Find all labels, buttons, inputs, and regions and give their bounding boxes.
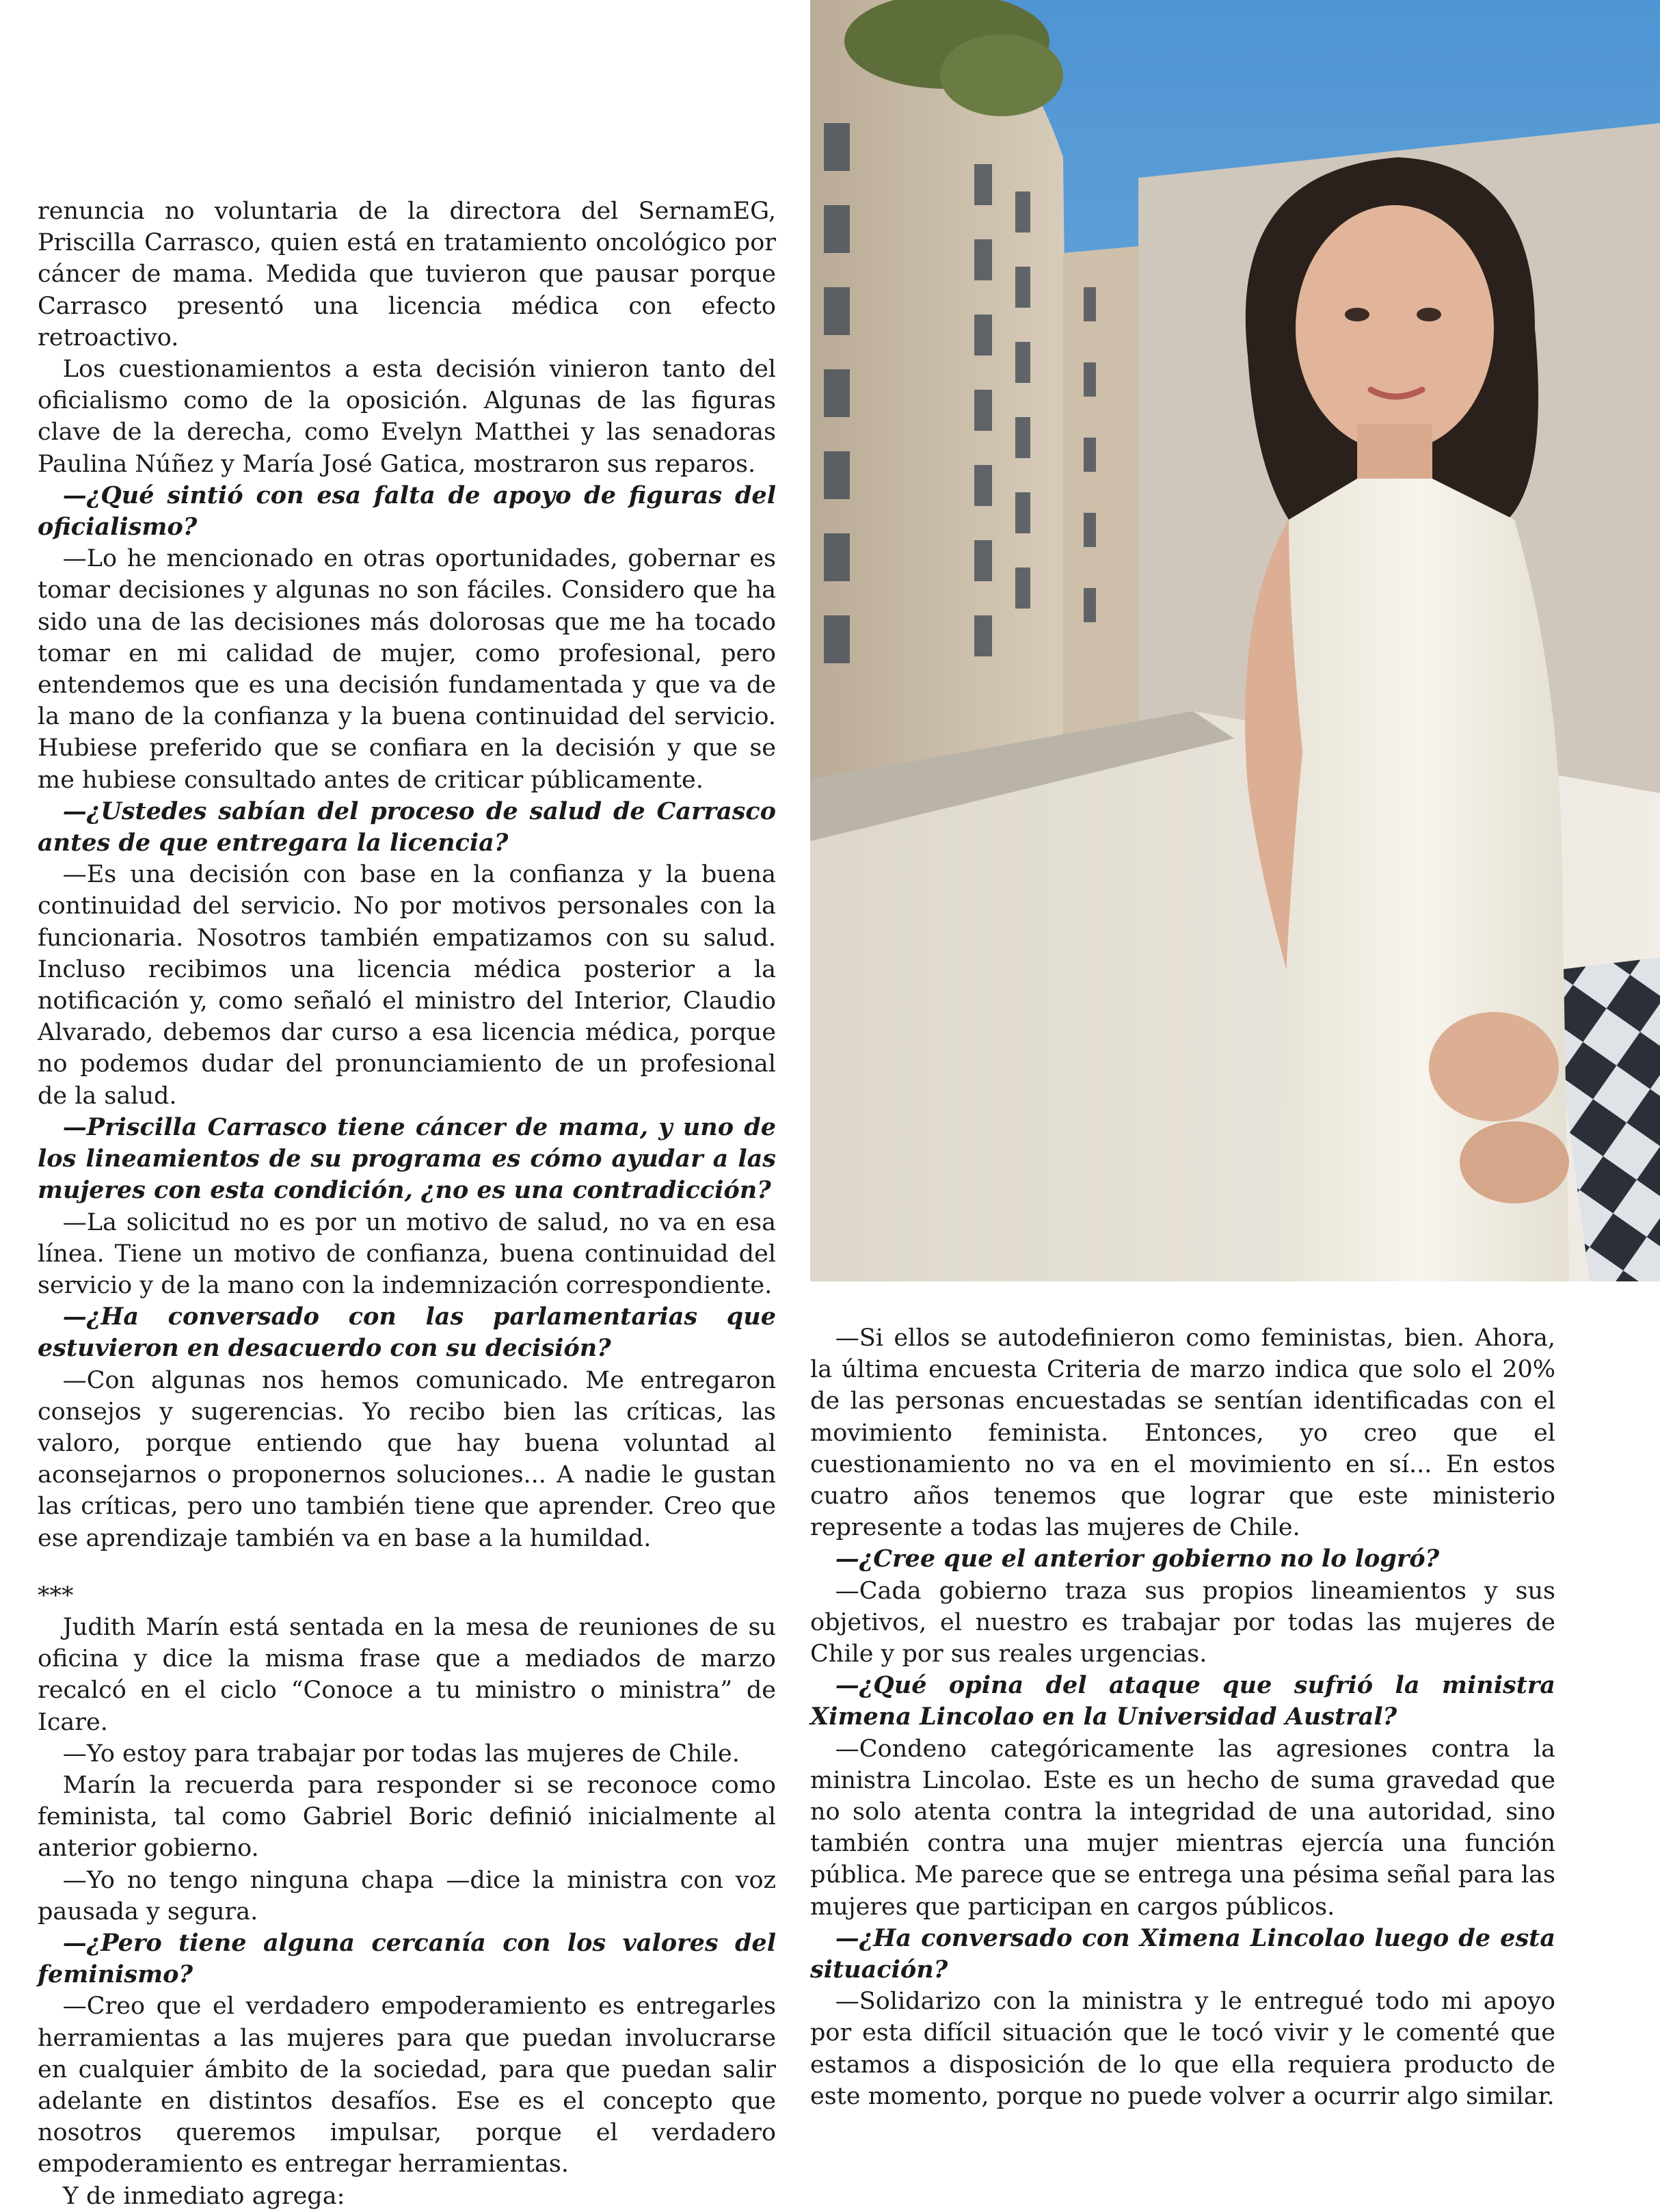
paragraph: Y de inmediato agrega: bbox=[62, 2182, 345, 2210]
interview-answer: —Si ellos se autodefinieron como feministas, bien. Ahora, la última encuesta Criteria de marzo indica que solo el 20% de las personas encuestadas se sentían identificadas con el movimiento feminista. Entonces, yo creo que el cuestionamiento no va en el movimiento en sí... En estos cuatro años tenemos que lograr que este ministerio represente a todas las mujeres de Chile. bbox=[810, 1324, 1555, 1542]
interview-answer: —Creo que el verdadero empoderamiento es entregarles herramientas a las mujeres para que puedan involucrarse en cualquier ámbito de la sociedad, para que puedan salir adelante en distintos desafíos. Ese es el concepto que nosotros queremos impulsar, porque el verdadero empoderamiento es entregar herramientas. bbox=[38, 1993, 776, 2178]
interview-question: —¿Ha conversado con Ximena Lincolao luego de esta situación? bbox=[810, 1923, 1555, 1984]
portrait-photo bbox=[810, 0, 1660, 1281]
interview-question: —¿Qué sintió con esa falta de apoyo de figuras del oficialismo? bbox=[38, 481, 776, 542]
interview-question: —¿Pero tiene alguna cercanía con los valores del feminismo? bbox=[38, 1928, 776, 1989]
paragraph: renuncia no voluntaria de la directora del SernamEG, Priscilla Carrasco, quien está en tratamiento oncológico por cáncer de mama. Medida que tuvieron que pausar porque Carrasco presentó una licencia médica con efecto retroactivo. bbox=[38, 198, 776, 351]
paragraph: Judith Marín está sentada en la mesa de reuniones de su oficina y dice la misma frase que a mediados de marzo recalcó en el ciclo “Conoce a tu ministro o ministra” de Icare. bbox=[38, 1613, 776, 1736]
interview-question: —¿Ha conversado con las parlamentarias que estuvieron en desacuerdo con su decisión? bbox=[38, 1303, 776, 1363]
portrait-photo-graphic bbox=[810, 0, 1660, 1281]
interview-answer: —Solidarizo con la ministra y le entregué todo mi apoyo por esta difícil situación que le tocó vivir y le comenté que estamos a disposición de lo que ella requiera producto de este momento, porque no puede volver a ocurrir algo similar. bbox=[810, 1988, 1555, 2110]
interview-answer: —Es una decisión con base en la confianza y la buena continuidad del servicio. No por motivos personales con la funcionaria. Nosotros también empatizamos con su salud. Incluso recibimos una licencia médica posterior a la notificación y, como señaló el ministro del Interior, Claudio Alvarado, debemos dar curso a esa licencia médica, porque no podemos dudar del pronunciamiento de un profesional de la salud. bbox=[38, 861, 776, 1110]
section-break: *** bbox=[38, 1582, 74, 1610]
interview-question: —¿Ustedes sabían del proceso de salud de Carrasco antes de que entregara la licencia? bbox=[38, 797, 776, 857]
interview-answer: —Cada gobierno traza sus propios lineamientos y sus objetivos, el nuestro es trabajar por todas las mujeres de Chile y por sus reales urgencias. bbox=[810, 1577, 1555, 1668]
article-column-left bbox=[38, 196, 776, 2212]
article-column-right bbox=[810, 1322, 1555, 2112]
paragraph: Los cuestionamientos a esta decisión vinieron tanto del oficialismo como de la oposición. Algunas de las figuras clave de la derecha, como Evelyn Matthei y las senadoras Paulina Núñez y María José Gatica, mostraron sus reparos. bbox=[38, 356, 776, 478]
interview-answer: —La solicitud no es por un motivo de salud, no va en esa línea. Tiene un motivo de confianza, buena continuidad del servicio y de la mano con la indemnización correspondiente. bbox=[38, 1208, 776, 1299]
interview-question: —Priscilla Carrasco tiene cáncer de mama, y uno de los lineamientos de su programa es cómo ayudar a las mujeres con esta condición, ¿no es una contradicción? bbox=[38, 1112, 776, 1205]
paragraph: —Yo no tengo ninguna chapa —dice la ministra con voz pausada y segura. bbox=[38, 1866, 776, 1925]
interview-answer: —Con algunas nos hemos comunicado. Me entregaron consejos y sugerencias. Yo recibo bien las críticas, las valoro, porque entiendo que hay buena voluntad al aconsejarnos o proponernos soluciones... A nadie le gustan las críticas, pero uno también tiene que aprender. Creo que ese aprendizaje también va en base a la humildad. bbox=[38, 1366, 776, 1552]
paragraph: —Yo estoy para trabajar por todas las mujeres de Chile. bbox=[62, 1740, 740, 1768]
interview-answer: —Lo he mencionado en otras oportunidades, gobernar es tomar decisiones y algunas no son fáciles. Considero que ha sido una de las decisiones más dolorosas que me ha tocado tomar en mi calidad de mujer, como profesional, pero entendemos que es una decisión fundamentada y que va de la mano de la confianza y la buena continuidad del servicio. Hubiese preferido que se confiara en la decisión y que se me hubiese consultado antes de criticar públicamente. bbox=[38, 545, 776, 794]
interview-answer: —Condeno categóricamente las agresiones contra la ministra Lincolao. Este es un hecho de suma gravedad que no solo atenta contra la integridad de una autoridad, sino también contra una mujer mientras ejercía una función pública. Me parece que se entrega una pésima señal para las mujeres que participan en cargos públicos. bbox=[810, 1735, 1555, 1921]
paragraph: Marín la recuerda para responder si se reconoce como feminista, tal como Gabriel Boric definió inicialmente al anterior gobierno. bbox=[38, 1771, 776, 1863]
interview-question: —¿Cree que el anterior gobierno no lo logró? bbox=[835, 1545, 1440, 1573]
interview-question: —¿Qué opina del ataque que sufrió la ministra Ximena Lincolao en la Universidad Austral? bbox=[810, 1671, 1555, 1731]
